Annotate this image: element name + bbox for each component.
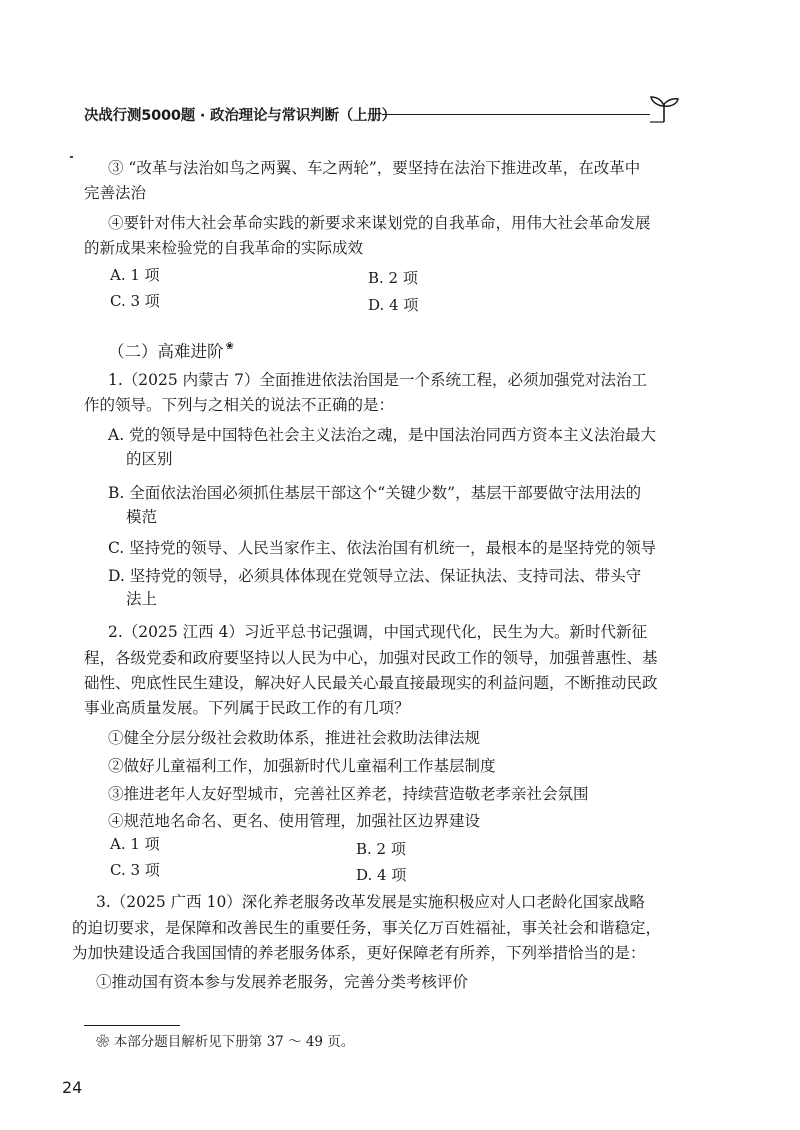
q2-option-c: C. 3 项 xyxy=(110,861,160,879)
q2-option-a: A. 1 项 xyxy=(110,835,160,853)
q1-option-c: C. 坚持党的领导、人民当家作主、依法治国有机统一，最根本的是坚持党的领导 xyxy=(108,539,657,557)
q1-option-b-line1: B. 全面依法治国必须抓住基层干部这个“关键少数”，基层干部要做守法用法的 xyxy=(108,484,642,502)
q2-stem-line2: 程，各级党委和政府要坚持以人民为中心，加强对民政工作的领导，加强普惠性、基 xyxy=(84,649,658,667)
q3-stem-line3: 为加快建设适合我国国情的养老服务体系，更好保障老有所养，下列举措恰当的是： xyxy=(72,944,646,962)
q3-stem-line1: 3.（2025 广西 10）深化养老服务改革发展是实施积极应对人口老龄化国家战略 xyxy=(96,893,645,911)
prev-item-3-line2: 完善法治 xyxy=(84,184,147,202)
section-title xyxy=(108,338,234,362)
q2-item-1: ①健全分层分级社会救助体系，推进社会救助法律法规 xyxy=(108,729,481,747)
prev-item-3-line1: ③ “改革与法治如鸟之两翼、车之两轮”，要坚持在法治下推进改革，在改革中 xyxy=(108,159,641,177)
flower-footnote-icon: ❀ xyxy=(225,341,234,352)
q3-stem-line2: 的迫切要求，是保障和改善民生的重要任务，事关亿万百姓福祉，事关社会和谐稳定， xyxy=(72,919,662,937)
prev-item-4-line1: ④要针对伟大社会革命实践的新要求来谋划党的自我革命，用伟大社会革命发展 xyxy=(108,214,651,232)
q2-stem-line4: 事业高质量发展。下列属于民政工作的有几项？ xyxy=(84,699,410,717)
prev-option-d: D. 4 项 xyxy=(368,296,419,314)
q1-option-a-line2: 的区别 xyxy=(126,450,173,468)
q1-option-d-line1: D. 坚持党的领导，必须具体体现在党领导立法、保证执法、支持司法、带头守 xyxy=(108,567,642,585)
q2-stem-line1: 2.（2025 江西 4）习近平总书记强调，中国式现代化，民生为大。新时代新征 xyxy=(108,623,647,641)
prev-option-a: A. 1 项 xyxy=(110,266,160,284)
q1-stem-line2: 作的领导。下列与之相关的说法不正确的是： xyxy=(84,396,395,414)
section-title-text: （二）高难进阶 xyxy=(108,342,224,361)
prev-item-4-line2: 的新成果来检验党的自我革命的实际成效 xyxy=(84,239,364,257)
q2-option-b: B. 2 项 xyxy=(356,840,406,858)
q2-item-4: ④规范地名命名、更名、使用管理，加强社区边界建设 xyxy=(108,812,481,830)
page-number: 24 xyxy=(62,1078,83,1097)
q2-item-2: ②做好儿童福利工作，加强新时代儿童福利工作基层制度 xyxy=(108,757,496,775)
q2-item-3: ③推进老年人友好型城市，完善社区养老，持续营造敬老孝亲社会氛围 xyxy=(108,785,589,803)
q3-item-1: ①推动国有资本参与发展养老服务，完善分类考核评价 xyxy=(96,973,469,991)
q2-stem-line3: 础性、兜底性民生建设，解决好人民最关心最直接最现实的利益问题，不断推动民政 xyxy=(84,674,658,692)
scan-speck xyxy=(70,156,73,158)
sprout-icon xyxy=(646,94,682,124)
q1-option-d-line2: 法上 xyxy=(126,590,158,608)
q1-option-b-line2: 模范 xyxy=(126,508,158,526)
prev-option-c: C. 3 项 xyxy=(110,292,160,310)
header-rule xyxy=(382,114,650,115)
prev-option-b: B. 2 项 xyxy=(368,269,418,287)
q1-stem-line1: 1.（2025 内蒙古 7）全面推进依法治国是一个系统工程，必须加强党对法治工 xyxy=(108,371,647,389)
q1-option-a-line1: A. 党的领导是中国特色社会主义法治之魂，是中国法治同西方资本主义法治最大 xyxy=(108,426,657,444)
header-title: 决战行测5000题 · 政治理论与常识判断（上册） xyxy=(84,108,396,124)
running-header xyxy=(84,100,680,128)
q2-option-d: D. 4 项 xyxy=(356,866,407,884)
footnote-text: ❀ 本部分题目解析见下册第 37 ～ 49 页。 xyxy=(96,1034,355,1050)
footnote-rule xyxy=(84,1025,180,1026)
